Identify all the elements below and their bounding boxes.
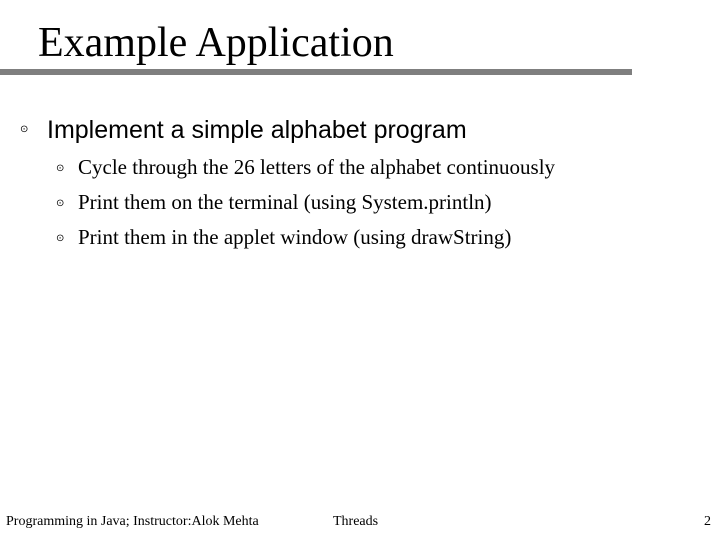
sub-bullet-text: Print them in the applet window (using drawString) bbox=[78, 225, 512, 249]
bullet-icon: ⊙ bbox=[20, 124, 29, 135]
sub-bullet-item bbox=[0, 152, 700, 187]
title-underline-rule bbox=[0, 69, 632, 75]
bullet-icon: ⊙ bbox=[56, 163, 65, 174]
sub-bullet-text: Print them on the terminal (using System.println) bbox=[78, 190, 492, 214]
sub-bullet-item bbox=[0, 222, 700, 257]
main-bullet-text: Implement a simple alphabet program bbox=[47, 116, 467, 144]
bullet-icon: ⊙ bbox=[56, 233, 65, 244]
sub-bullet-text: Cycle through the 26 letters of the alphabet continuously bbox=[78, 155, 556, 179]
footer-topic: Threads bbox=[333, 514, 379, 529]
slide-title: Example Application bbox=[38, 20, 394, 66]
main-bullet bbox=[0, 112, 700, 148]
sub-bullet-item bbox=[0, 187, 700, 222]
footer-course-info: Programming in Java; Instructor:Alok Mehta bbox=[6, 514, 259, 529]
page-number: 2 bbox=[704, 514, 711, 529]
sub-bullet-list bbox=[0, 152, 700, 257]
bullet-icon: ⊙ bbox=[56, 198, 65, 209]
